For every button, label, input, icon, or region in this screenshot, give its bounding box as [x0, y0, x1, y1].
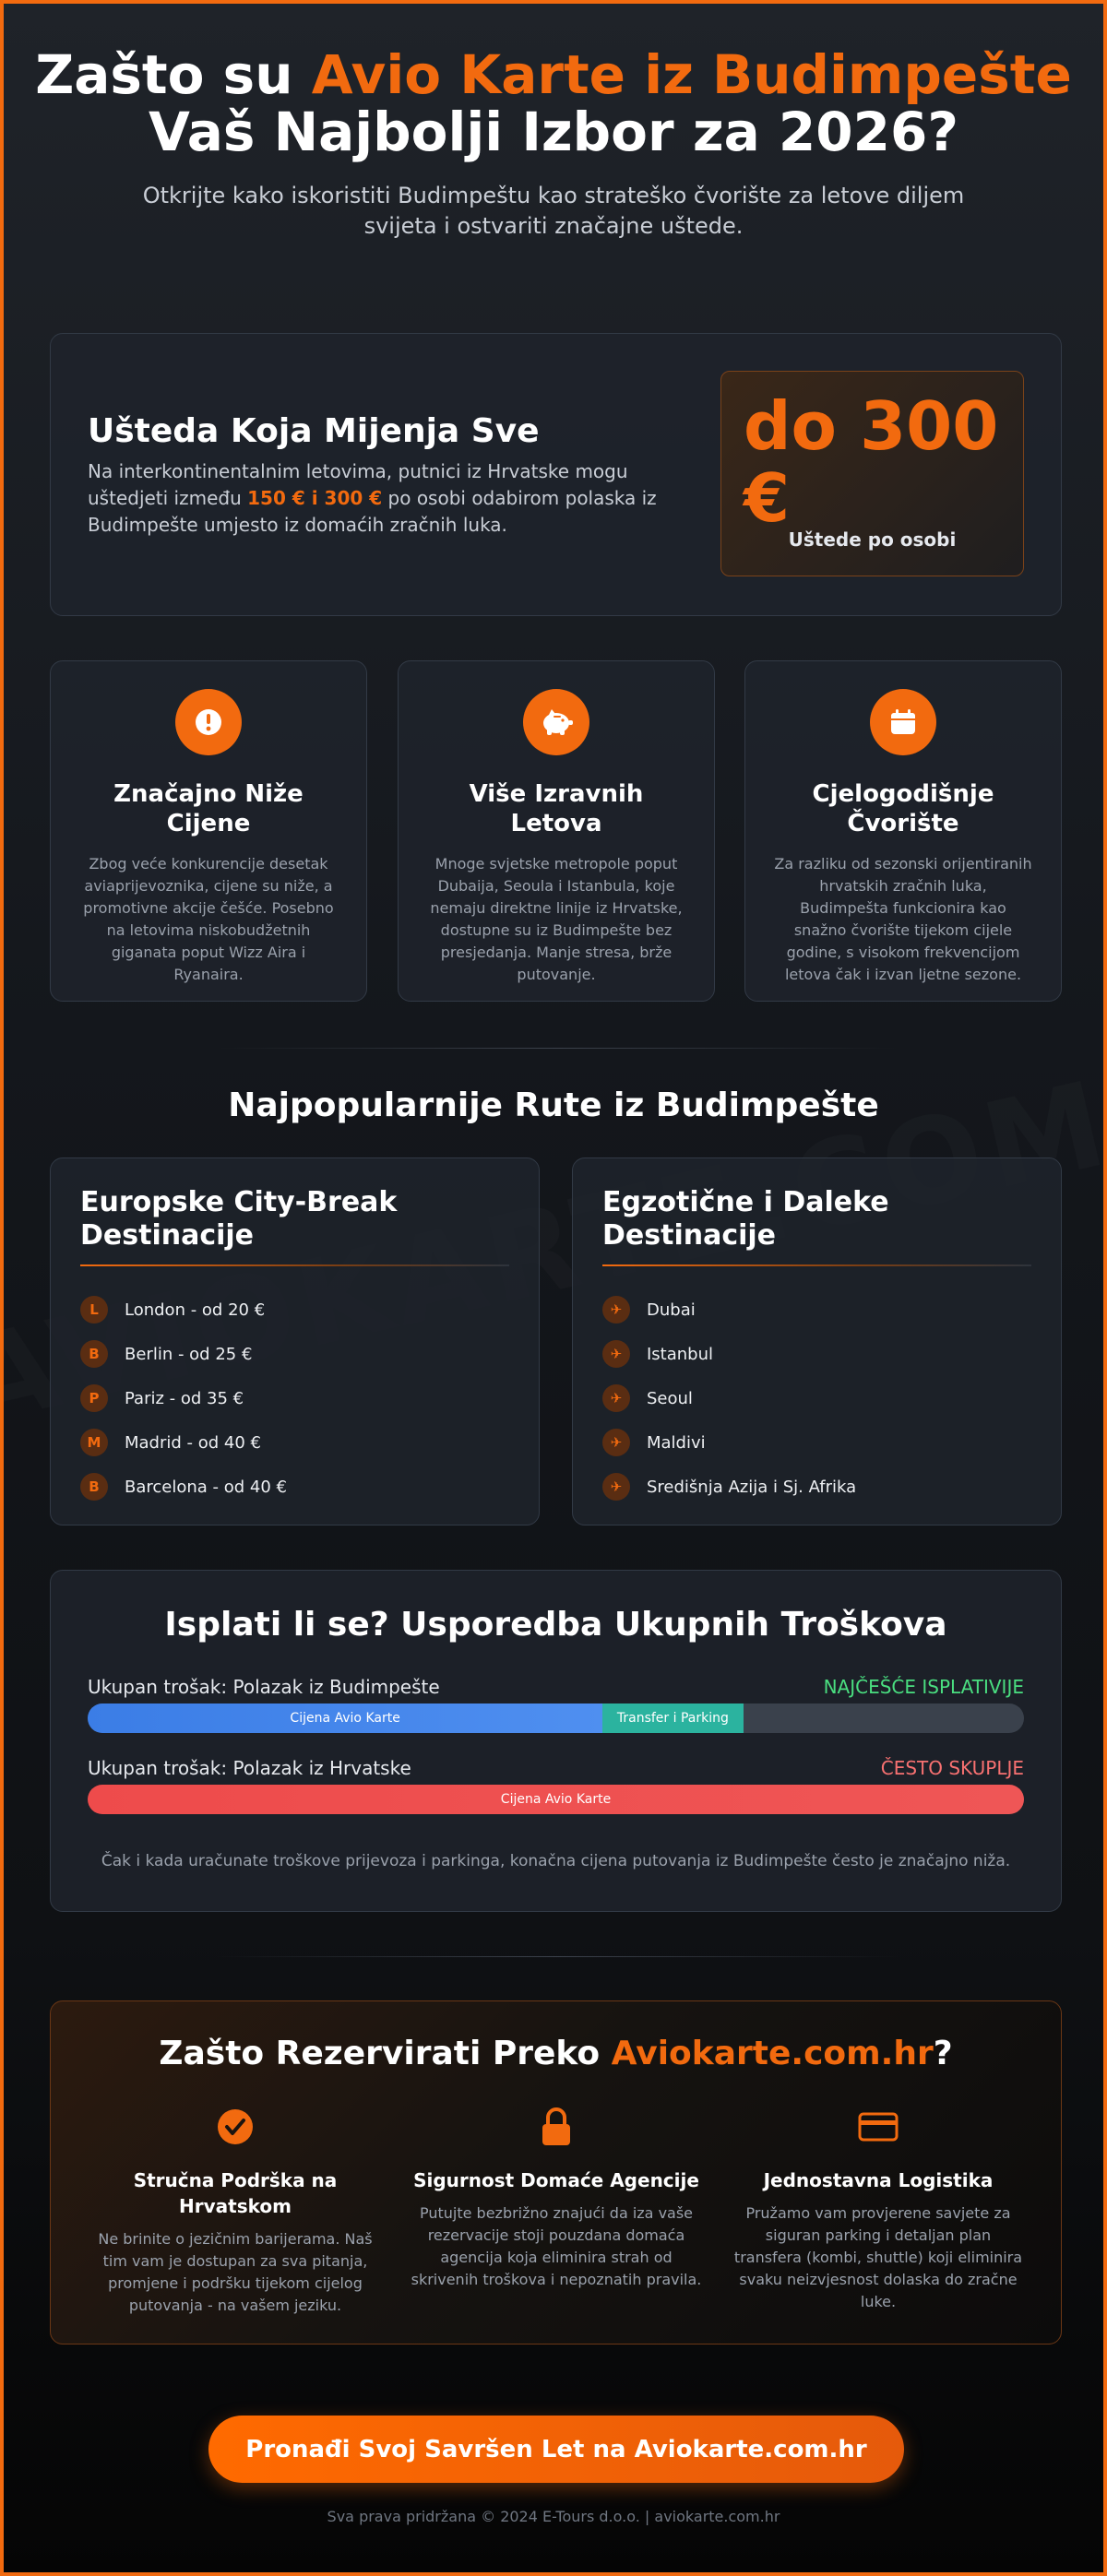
routes-card-europe — [50, 1157, 540, 1525]
why-item-security — [409, 2103, 704, 2291]
comparison-tag-croatia: ČESTO SKUPLJE — [880, 1757, 1024, 1779]
route-initial-badge: B — [80, 1340, 108, 1368]
route-item[interactable] — [80, 1332, 287, 1376]
comparison-title: Isplati li se? Usporedba Ukupnih Troškova — [164, 1606, 947, 1644]
why-item-title: Jednostavna Logistika — [763, 2169, 994, 2191]
routes-list-europe — [80, 1288, 287, 1509]
routes-section-title: Najpopularnije Rute iz Budimpešte — [228, 1086, 879, 1124]
hero-title-part2: Vaš Najbolji Izbor za 2026? — [149, 101, 958, 163]
route-item[interactable] — [80, 1420, 287, 1465]
route-label: Berlin - od 25 € — [125, 1344, 253, 1364]
routes-list-exotic — [602, 1288, 856, 1509]
route-item[interactable] — [80, 1465, 287, 1509]
route-label: Središnja Azija i Sj. Afrika — [647, 1477, 857, 1497]
why-title-part2: ? — [933, 2035, 953, 2072]
route-item[interactable] — [602, 1288, 856, 1332]
routes-card-title: Europske City-Break Destinacije — [80, 1186, 398, 1252]
hero-title-part1: Zašto su — [35, 43, 312, 106]
hero-subtitle: Otkrijte kako iskoristiti Budimpeštu kao strateško čvorište za letove diljem svijeta i ostvariti značajne uštede. — [142, 183, 965, 239]
why-item-title: Sigurnost Domaće Agencije — [413, 2169, 699, 2191]
savings-text-after: po osobi odabirom polaska iz Budimpešte umjesto iz domaćih zračnih luka. — [88, 487, 657, 536]
route-initial-badge: P — [80, 1384, 108, 1412]
section-divider — [216, 1048, 899, 1049]
why-item-title: Stručna Podrška na Hrvatskom — [133, 2169, 338, 2217]
why-item-text: Pružamo vam provjerene savjete za siguran parking i detaljan plan transfera (kombi, shuttle) koji eliminira svaku neizvjesnost dolaska do zračne luke. — [733, 2204, 1023, 2310]
savings-text-before: Na interkontinentalnim letovima, putnici iz Hrvatske mogu uštedjeti između — [88, 460, 628, 509]
cost-bar-croatia — [88, 1785, 1024, 1814]
feature-text: Zbog veće konkurencije desetak aviaprijevoznika, cijene su niže, a promotivne akcije češće. Posebno na letovima niskobudžetnih giganata poput Wizz Aira i Ryanaira. — [83, 855, 334, 983]
route-item[interactable] — [602, 1420, 856, 1465]
savings-text — [88, 458, 669, 539]
routes-card-rule — [80, 1264, 509, 1266]
savings-text-highlight: 150 € i 300 € — [247, 487, 383, 509]
savings-highlight-box — [720, 371, 1024, 576]
why-item-logistics — [731, 2103, 1026, 2313]
route-item[interactable] — [80, 1288, 287, 1332]
feature-card-prices — [50, 660, 367, 1002]
hero-title — [28, 43, 1079, 163]
routes-card-title: Egzotične i Daleke Destinacije — [602, 1186, 889, 1252]
route-label: Barcelona - od 40 € — [125, 1477, 287, 1497]
route-item[interactable] — [602, 1376, 856, 1420]
route-item[interactable] — [602, 1332, 856, 1376]
feature-text: Mnoge svjetske metropole poput Dubaija, Seoula i Istanbula, koje nemaju direktne linije iz Hrvatske, dostupne su iz Budimpešte bez presjedanja. Manje stresa, brže putovanje. — [430, 855, 683, 983]
why-book-card — [50, 2000, 1062, 2345]
route-initial-badge: L — [80, 1296, 108, 1324]
cost-segment-ticket: Cijena Avio Karte — [88, 1703, 602, 1733]
comparison-row-label-croatia: Ukupan trošak: Polazak iz Hrvatske — [88, 1757, 411, 1779]
feature-card-direct-flights — [398, 660, 715, 1002]
route-label: Pariz - od 35 € — [125, 1388, 244, 1408]
route-label: Maldivi — [647, 1432, 706, 1453]
cost-segment-transfer: Transfer i Parking — [602, 1703, 743, 1733]
airplane-icon: ✈ — [602, 1384, 630, 1412]
route-item[interactable] — [80, 1376, 287, 1420]
routes-card-exotic — [572, 1157, 1062, 1525]
why-item-text: Putujte bezbrižno znajući da iza vaše rezervacije stoji pouzdana domaća agencija koja eliminira strah od skrivenih troškova i nepoznatih pravila. — [411, 2204, 702, 2288]
airplane-icon: ✈ — [602, 1473, 630, 1501]
calendar-icon — [870, 689, 936, 755]
route-label: Seoul — [647, 1388, 693, 1408]
savings-card — [50, 333, 1062, 616]
coin-icon — [175, 689, 242, 755]
check-circle-icon — [88, 2103, 383, 2151]
lock-icon — [409, 2103, 704, 2151]
savings-value-label: Uštede po osobi — [788, 528, 957, 551]
savings-value: do 300 € — [744, 387, 999, 537]
section-divider — [216, 1956, 899, 1957]
route-initial-badge: B — [80, 1473, 108, 1501]
airplane-icon: ✈ — [602, 1429, 630, 1456]
why-title — [51, 2035, 1061, 2072]
airplane-icon: ✈ — [602, 1340, 630, 1368]
comparison-tag-budapest: NAJČEŠĆE ISPLATIVIJE — [823, 1676, 1024, 1698]
feature-text: Za razliku od sezonski orijentiranih hrvatskih zračnih luka, Budimpešta funkcionira kao snažno čvorište tijekom cijele godine, s visokom frekvencijom letova čak i izvan ljetne sezone. — [774, 855, 1032, 983]
airplane-icon: ✈ — [602, 1296, 630, 1324]
route-initial-badge: M — [80, 1429, 108, 1456]
cost-comparison-card — [50, 1570, 1062, 1912]
find-flight-cta-button[interactable]: Pronađi Svoj Savršen Let na Aviokarte.com.hr — [208, 2416, 904, 2483]
savings-title: Ušteda Koja Mijenja Sve — [88, 412, 540, 450]
why-item-support — [88, 2103, 383, 2317]
feature-card-year-round — [744, 660, 1062, 1002]
feature-title: Značajno Niže Cijene — [113, 780, 304, 837]
cost-segment-ticket: Cijena Avio Karte — [88, 1785, 1024, 1814]
route-label: London - od 20 € — [125, 1300, 266, 1320]
cost-bar-budapest — [88, 1703, 1024, 1733]
why-item-text: Ne brinite o jezičnim barijerama. Naš tim vam je dostupan za sva pitanja, promjene i podršku tijekom cijelog putovanja - na vašem jeziku. — [98, 2230, 373, 2314]
feature-title: Cjelogodišnje Čvorište — [812, 780, 994, 837]
feature-title: Više Izravnih Letova — [469, 780, 644, 837]
hero — [4, 4, 1103, 242]
route-item[interactable] — [602, 1465, 856, 1509]
route-label: Madrid - od 40 € — [125, 1432, 261, 1453]
route-label: Istanbul — [647, 1344, 714, 1364]
why-title-part1: Zašto Rezervirati Preko — [159, 2035, 612, 2072]
credit-card-icon — [731, 2103, 1026, 2151]
route-label: Dubai — [647, 1300, 696, 1320]
footer-copyright: Sva prava pridržana © 2024 E-Tours d.o.o. | aviokarte.com.hr — [327, 2508, 780, 2525]
hero-title-highlight: Avio Karte iz Budimpešte — [311, 43, 1072, 106]
comparison-row-label-budapest: Ukupan trošak: Polazak iz Budimpešte — [88, 1676, 440, 1698]
comparison-note: Čak i kada uračunate troškove prijevoza i parkinga, konačna cijena putovanja iz Budimpešte često je značajno niža. — [101, 1852, 1011, 1870]
why-title-highlight: Aviokarte.com.hr — [611, 2035, 934, 2072]
routes-card-rule — [602, 1264, 1031, 1266]
piggy-bank-icon — [523, 689, 589, 755]
